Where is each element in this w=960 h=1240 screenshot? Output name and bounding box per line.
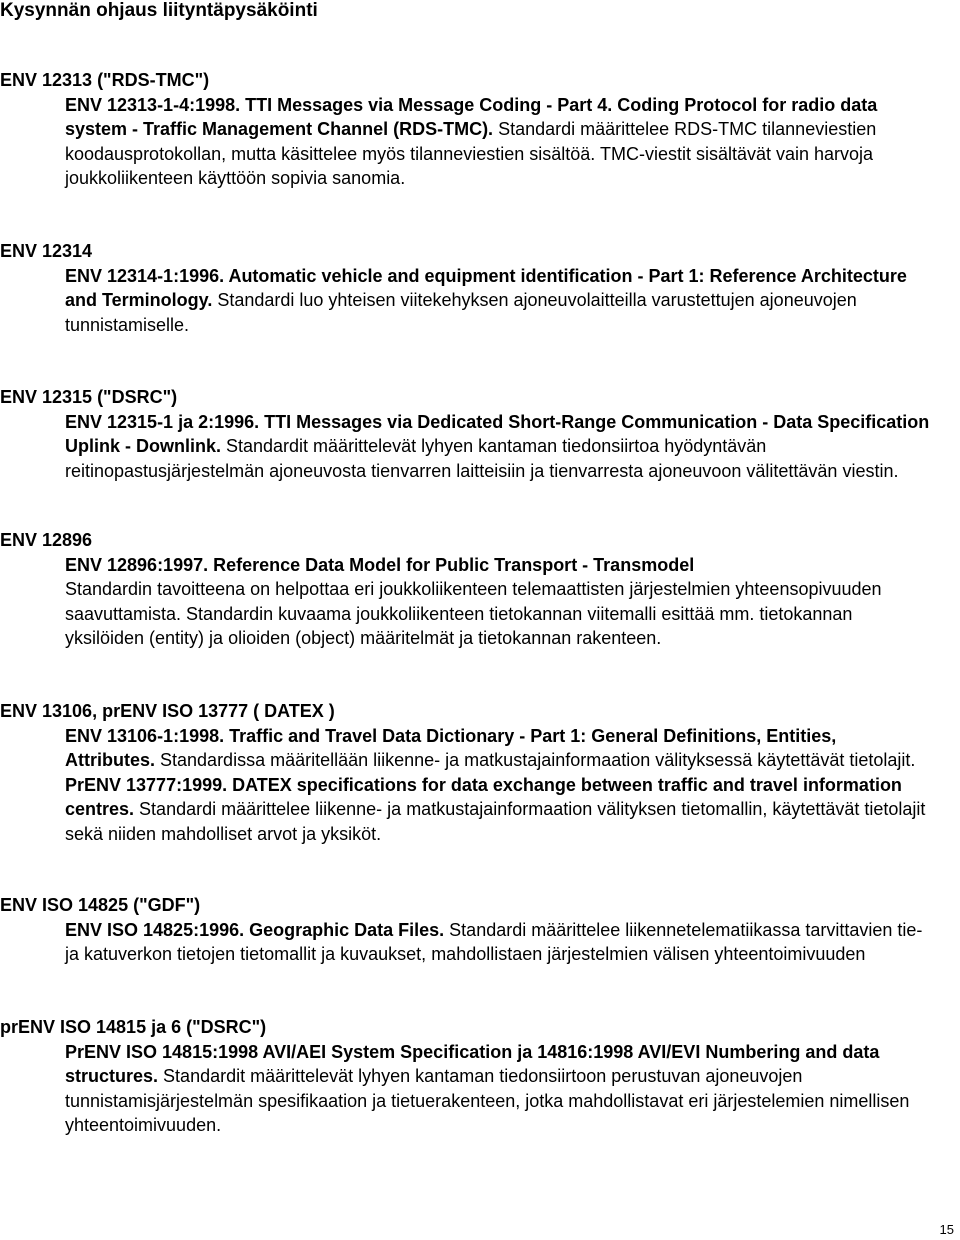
section-heading: ENV 12896 [0,530,93,550]
section-env-12313 [0,68,930,191]
standard-entry [0,918,930,967]
entry-title: ENV 12896:1997. Reference Data Model for Public Transport - Transmodel [65,554,695,575]
entry-title: ENV ISO 14825:1996. Geographic Data Files. [65,919,450,940]
entry-text: Standardi määrittelee liikennetelematiikassa tarvittavien tie- ja katuverkon tietojen tietomallit ja kuvaukset, mahdollistaen järjestelmien välisen yhteentoimivuuden [65,919,923,964]
section-prenv-iso-14815 [0,1015,930,1138]
section-heading: ENV 12314 [0,241,93,261]
section-env-12896 [0,528,930,651]
entry-title: PrENV 13777:1999. DATEX specifications for data exchange between traffic and travel information centres. [65,774,902,819]
standard-entry [0,553,930,651]
section-heading: ENV 12315 ("DSRC") [0,387,178,407]
standard-entry [0,264,930,338]
standard-entry [0,724,930,773]
section-heading: ENV 12313 ("RDS-TMC") [0,70,210,90]
section-env-12315 [0,385,930,483]
page-title: Kysynnän ohjaus liityntäpysäköinti [0,0,318,21]
section-env-12314 [0,239,930,337]
entry-text: Standardit määrittelevät lyhyen kantaman tiedonsiirtoon perustuvan ajoneuvojen tunnistamisjärjestelmän spesifikaation ja tietuerakenteen, jotka mahdollistavat eri järjestelemien nimellisen yhteentoimivuuden. [65,1066,910,1135]
entry-text: Standardin tavoitteena on helpottaa eri joukkoliikenteen telemaattisten järjestelmien yhteensopivuuden saavuttamista. Standardin kuvaama joukkoliikenteen tietokannan viitemalli esittää mm. tietokannan yksilöiden (entity) ja olioiden (object) määritelmät ja tietokannan rakenteen. [65,579,882,648]
section-heading: ENV 13106, prENV ISO 13777 ( DATEX ) [0,701,335,721]
standard-entry [0,93,930,191]
entry-text: Standardi luo yhteisen viitekehyksen ajoneuvolaitteilla varustettujen ajoneuvojen tunnistamiselle. [65,290,857,335]
entry-title: PrENV ISO 14815:1998 AVI/AEI System Specification ja 14816:1998 AVI/EVI Numbering and data structures. [65,1041,880,1086]
entry-title: ENV 12313-1-4:1998. TTI Messages via Message Coding - Part 4. Coding Protocol for radio data system - Traffic Management Channel (RDS-TMC). [65,94,878,139]
standard-entry [0,1040,930,1138]
entry-text: Standardi määrittelee RDS-TMC tilanneviestien koodausprotokollan, mutta käsittelee myös tilanneviestien sisältöä. TMC-viestit sisältävät vain harvoja joukkoliikenteen käyttöön sopivia sanomia. [65,119,877,188]
section-env-13106-datex [0,699,930,846]
page-number: 15 [939,1222,954,1237]
entry-text: Standardi määrittelee liikenne- ja matkustajainformaation välityksen tietomallin, käytettävät tietolajit sekä niiden mahdolliset arvot ja yksiköt. [65,799,926,844]
section-heading: prENV ISO 14815 ja 6 ("DSRC") [0,1017,267,1037]
section-heading: ENV ISO 14825 ("GDF") [0,895,201,915]
standard-entry [0,773,930,847]
entry-text: Standardissa määritellään liikenne- ja matkustajainformaation välityksessä käytettävät tietolajit. [160,750,916,770]
standard-entry [0,410,930,484]
entry-title: ENV 12314-1:1996. Automatic vehicle and equipment identification - Part 1: Reference Architecture and Terminology. [65,265,907,310]
entry-text: Standardit määrittelevät lyhyen kantaman tiedonsiirtoa hyödyntävän reitinopastusjärjestelmän ajoneuvosta tienvarren laitteisiin ja tienvarresta ajoneuvoon välitettävän viestin. [65,436,899,481]
section-env-iso-14825 [0,893,930,967]
entry-title: ENV 12315-1 ja 2:1996. TTI Messages via Dedicated Short-Range Communication - Data Specification Uplink - Downlink. [65,411,930,456]
entry-title: ENV 13106-1:1998. Traffic and Travel Data Dictionary - Part 1: General Definitions, Entities, Attributes. [65,725,837,770]
